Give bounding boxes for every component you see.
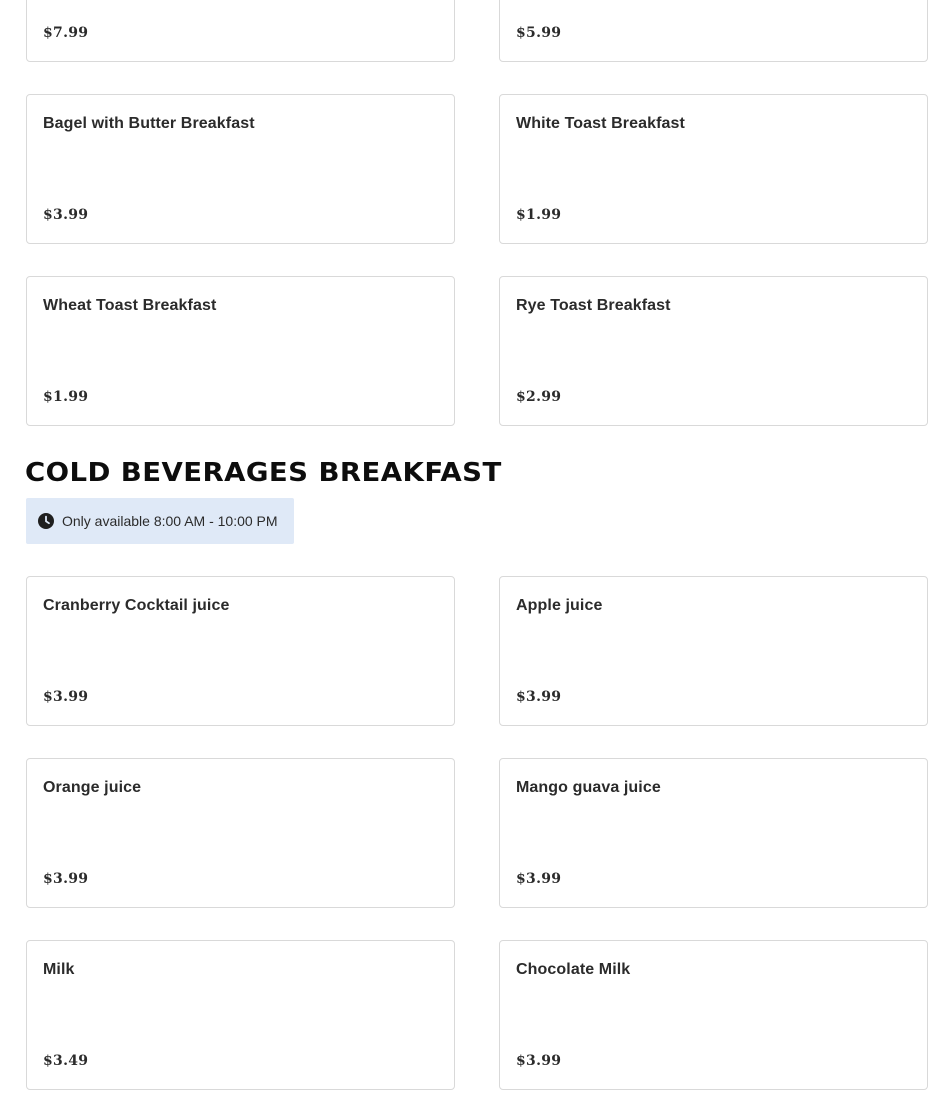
section-title: COLD BEVERAGES BREAKFAST: [25, 458, 502, 488]
menu-item-name: Bagel with Butter Breakfast: [43, 115, 255, 132]
menu-item-name: Cranberry Cocktail juice: [43, 597, 230, 614]
menu-item-card[interactable]: [499, 576, 928, 726]
menu-item-price: $3.99: [43, 871, 89, 887]
menu-item-name: Mango guava juice: [516, 779, 661, 796]
menu-item-price: $1.99: [516, 207, 562, 223]
menu-item-card[interactable]: [499, 758, 928, 908]
menu-item-name: Wheat Toast Breakfast: [43, 297, 217, 314]
menu-item-card[interactable]: [499, 94, 928, 244]
menu-item-card[interactable]: [26, 94, 455, 244]
menu-item-price: $5.99: [516, 25, 562, 41]
menu-item-card[interactable]: [26, 276, 455, 426]
menu-item-card[interactable]: [499, 940, 928, 1090]
menu-item-card[interactable]: [26, 576, 455, 726]
menu-item-name: White Toast Breakfast: [516, 115, 685, 132]
menu-item-name: Rye Toast Breakfast: [516, 297, 671, 314]
menu-item-price: $3.99: [43, 689, 89, 705]
menu-item-name: Apple juice: [516, 597, 603, 614]
menu-item-card[interactable]: [26, 758, 455, 908]
menu-item-price: $7.99: [43, 25, 89, 41]
menu-item-name: Milk: [43, 961, 75, 978]
menu-item-price: $1.99: [43, 389, 89, 405]
menu-item-price: $3.99: [516, 689, 562, 705]
clock-icon: [38, 513, 54, 529]
menu-item-price: $3.99: [43, 207, 89, 223]
availability-badge: [26, 498, 294, 544]
menu-item-price: $3.99: [516, 1053, 562, 1069]
menu-item-price: $3.99: [516, 871, 562, 887]
menu-item-card[interactable]: [499, 0, 928, 62]
menu-item-price: $2.99: [516, 389, 562, 405]
menu-item-card[interactable]: [499, 276, 928, 426]
menu-item-price: $3.49: [43, 1053, 89, 1069]
availability-text: Only available 8:00 AM - 10:00 PM: [62, 513, 278, 529]
menu-item-name: Orange juice: [43, 779, 142, 796]
menu-item-card[interactable]: [26, 0, 455, 62]
menu-item-card[interactable]: [26, 940, 455, 1090]
menu-item-name: Chocolate Milk: [516, 961, 631, 978]
